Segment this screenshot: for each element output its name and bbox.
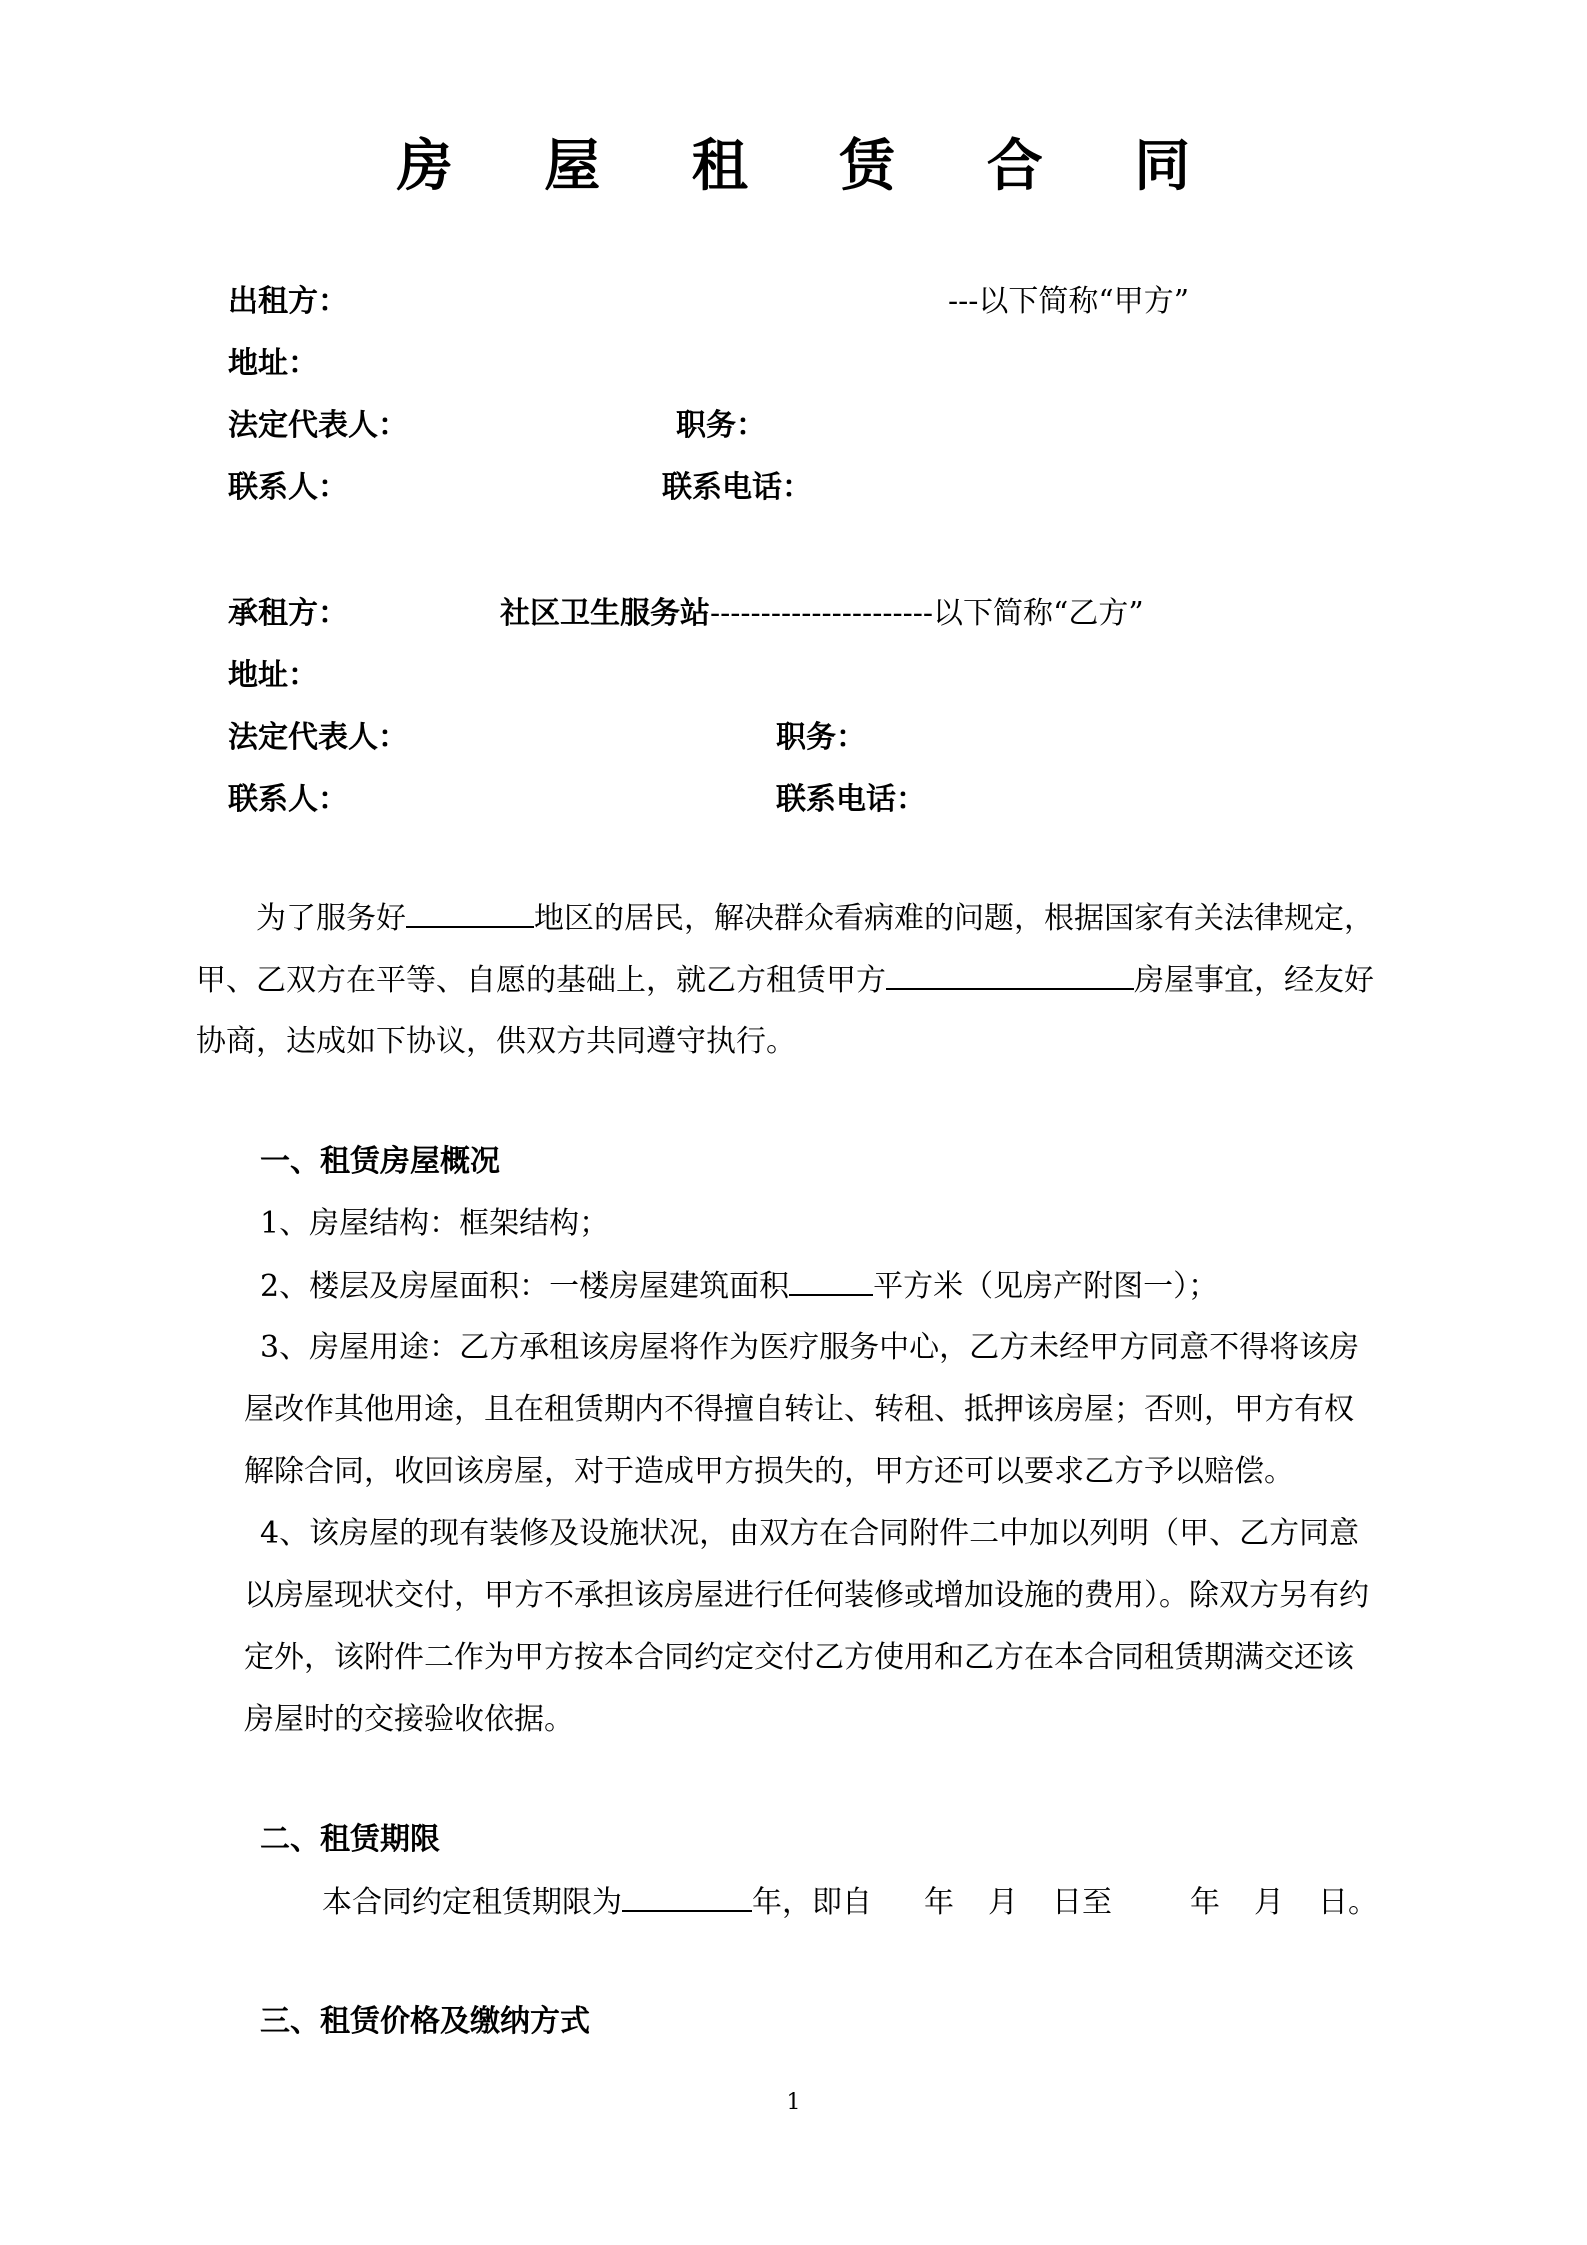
lessor-position-label: 职务： (676, 408, 766, 443)
lessee-rep-label: 法定代表人： (228, 720, 408, 755)
end-month-label: 月 (1254, 1885, 1284, 1920)
term-years-blank (622, 1880, 752, 1912)
lessee-alias: ----------------------以下简称“乙方” (710, 596, 1144, 631)
section-3-heading: 三、租赁价格及缴纳方式 (260, 2004, 590, 2039)
lessor-contact-label: 联系人： (228, 470, 348, 505)
section-1-item-4-line-1: 4、该房屋的现有装修及设施状况，由双方在合同附件二中加以列明（甲、乙方同意 (260, 1516, 1360, 1551)
preamble-text: 甲、乙双方在平等、自愿的基础上，就乙方租赁甲方 (196, 963, 886, 998)
lessee-position-label: 职务： (776, 720, 866, 755)
end-year-label: 年 (1190, 1885, 1220, 1920)
start-month-label: 月 (988, 1885, 1018, 1920)
lessor-label: 出租方： (228, 284, 348, 319)
section-1-item-2 (260, 1264, 1218, 1309)
item-text: 平方米（见房产附图一）； (873, 1269, 1219, 1304)
lessee-name-line (500, 592, 1144, 636)
lessor-rep-label: 法定代表人： (228, 408, 408, 443)
document-title: 房 屋 租 赁 合 同 (396, 133, 1227, 199)
section-1-item-4-line-2: 以房屋现状交付，甲方不承担该房屋进行任何装修或增加设施的费用）。除双方另有约 (244, 1578, 1369, 1613)
lessor-alias: ---以下简称“甲方” (948, 284, 1190, 319)
area-blank (789, 1264, 873, 1296)
preamble-text: 地区的居民，解决群众看病难的问题，根据国家有关法律规定， (534, 901, 1374, 936)
lessee-address-label: 地址： (228, 658, 318, 693)
term-text: 本合同约定租赁期限为 (322, 1885, 622, 1920)
page-number: 1 (786, 2090, 801, 2115)
preamble-text: 房屋事宜，经友好 (1134, 963, 1374, 998)
lessor-address-label: 地址： (228, 346, 318, 381)
start-day-label: 日至 (1052, 1885, 1112, 1920)
item-text: 2、楼层及房屋面积：一楼房屋建筑面积 (260, 1269, 790, 1304)
start-year-label: 年 (924, 1885, 954, 1920)
term-text: 年，即自 (752, 1885, 872, 1920)
preamble-line-2 (196, 958, 1374, 1003)
end-day-label: 日。 (1318, 1885, 1378, 1920)
preamble-line-1 (256, 896, 1374, 941)
lessor-phone-label: 联系电话： (662, 470, 812, 505)
lessee-label: 承租方： (228, 596, 348, 631)
section-1-heading: 一、租赁房屋概况 (260, 1144, 500, 1179)
region-blank (406, 896, 534, 928)
lessee-contact-label: 联系人： (228, 782, 348, 817)
lessee-name: 社区卫生服务站 (500, 596, 710, 631)
section-1-item-3-line-2: 屋改作其他用途，且在租赁期内不得擅自转让、转租、抵押该房屋；否则，甲方有权 (244, 1392, 1354, 1427)
preamble-text: 为了服务好 (256, 901, 406, 936)
section-1-item-4-line-3: 定外，该附件二作为甲方按本合同约定交付乙方使用和乙方在本合同租赁期满交还该 (244, 1640, 1354, 1675)
preamble-line-3: 协商，达成如下协议，供双方共同遵守执行。 (196, 1024, 796, 1059)
lease-term-line (322, 1880, 1378, 1925)
section-1-item-4-line-4: 房屋时的交接验收依据。 (244, 1702, 574, 1737)
section-1-item-3-line-1: 3、房屋用途：乙方承租该房屋将作为医疗服务中心，乙方未经甲方同意不得将该房 (260, 1330, 1360, 1365)
property-blank (886, 958, 1134, 990)
section-1-item-3-line-3: 解除合同，收回该房屋，对于造成甲方损失的，甲方还可以要求乙方予以赔偿。 (244, 1454, 1294, 1489)
section-1-item-1: 1、房屋结构：框架结构； (260, 1206, 610, 1241)
section-2-heading: 二、租赁期限 (260, 1822, 440, 1857)
lessee-phone-label: 联系电话： (776, 782, 926, 817)
